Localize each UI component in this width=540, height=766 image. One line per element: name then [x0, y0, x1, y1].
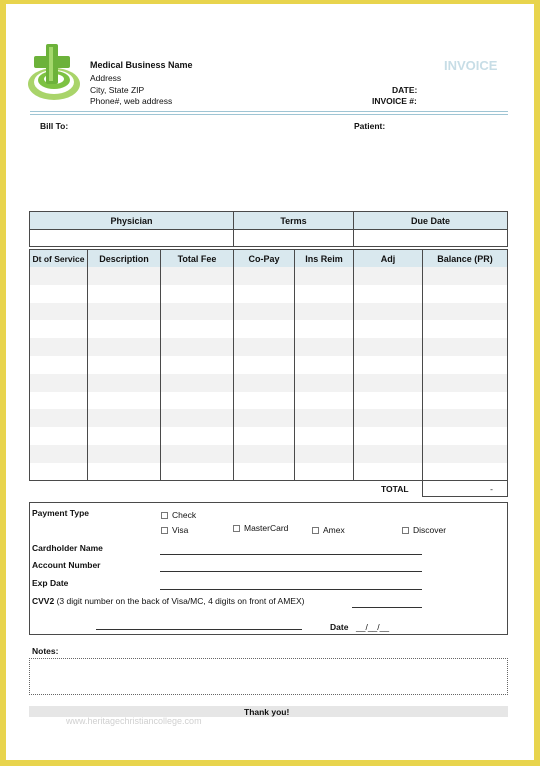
date-sign-field[interactable]: __/__/__: [356, 622, 390, 632]
table-row[interactable]: [30, 356, 508, 374]
check-label: Check: [172, 510, 197, 520]
col-total-fee: Total Fee: [161, 250, 234, 268]
account-label: Account Number: [32, 560, 101, 570]
visa-option[interactable]: [161, 525, 188, 535]
total-box: [422, 480, 508, 497]
account-field[interactable]: [160, 571, 422, 572]
col-dt-of-service: Dt of Service: [30, 250, 88, 268]
amex-option[interactable]: [312, 525, 345, 535]
business-name: Medical Business Name: [90, 60, 193, 70]
mastercard-option[interactable]: [233, 523, 288, 533]
invoice-number-label: INVOICE #:: [372, 96, 417, 106]
invoice-title: INVOICE: [444, 58, 498, 73]
thank-you-text: Thank you!: [244, 707, 290, 717]
date-sign-label: Date: [330, 622, 349, 632]
discover-label: Discover: [413, 525, 447, 535]
business-phone: Phone#, web address: [90, 96, 173, 106]
physician-cell[interactable]: [30, 230, 234, 247]
table-row[interactable]: [30, 320, 508, 338]
terms-header: Terms: [234, 212, 354, 230]
patient-label: Patient:: [354, 121, 386, 131]
table-row[interactable]: [30, 338, 508, 356]
cvv2-note: (3 digit number on the back of Visa/MC, 4 digits on front of AMEX): [56, 596, 305, 606]
checkbox-icon: [233, 525, 240, 532]
business-city: City, State ZIP: [90, 85, 145, 95]
cvv2-label: CVV2: [32, 596, 55, 606]
col-balance: Balance (PR): [423, 250, 508, 268]
table-row[interactable]: [30, 445, 508, 463]
cvv2-row: [32, 596, 304, 606]
check-option[interactable]: [161, 510, 196, 520]
checkbox-icon: [161, 512, 168, 519]
table-row[interactable]: [30, 427, 508, 445]
watermark: www.heritagechristiancollege.com: [66, 716, 202, 726]
payment-type-label: Payment Type: [32, 508, 90, 518]
items-table: [29, 249, 508, 268]
due-date-cell[interactable]: [354, 230, 508, 247]
exp-field[interactable]: [160, 589, 422, 590]
header-divider-2: [30, 114, 508, 115]
table-row[interactable]: [30, 463, 508, 481]
amex-label: Amex: [323, 525, 345, 535]
discover-option[interactable]: [402, 525, 446, 535]
col-description: Description: [88, 250, 161, 268]
checkbox-icon: [161, 527, 168, 534]
table-row[interactable]: [30, 285, 508, 303]
col-adj: Adj: [354, 250, 423, 268]
header-divider: [30, 111, 508, 112]
col-co-pay: Co-Pay: [234, 250, 295, 268]
date-label: DATE:: [392, 85, 418, 95]
checkbox-icon: [402, 527, 409, 534]
cardholder-field[interactable]: [160, 554, 422, 555]
total-value: -: [490, 484, 493, 494]
cardholder-label: Cardholder Name: [32, 543, 103, 553]
items-body: [29, 267, 508, 481]
table-row[interactable]: [30, 392, 508, 410]
terms-table: [29, 211, 508, 247]
medical-cross-logo-icon: [26, 42, 82, 102]
physician-header: Physician: [30, 212, 234, 230]
bill-to-label: Bill To:: [40, 121, 69, 131]
visa-label: Visa: [172, 525, 189, 535]
notes-label: Notes:: [32, 646, 59, 656]
signature-field[interactable]: [96, 629, 302, 630]
total-label: TOTAL: [381, 484, 409, 494]
cvv2-field[interactable]: [352, 607, 422, 608]
exp-label: Exp Date: [32, 578, 69, 588]
payment-box: [29, 502, 508, 635]
col-ins-reim: Ins Reim: [295, 250, 354, 268]
checkbox-icon: [312, 527, 319, 534]
table-row[interactable]: [30, 303, 508, 321]
table-row[interactable]: [30, 409, 508, 427]
invoice-page: [6, 4, 534, 760]
table-row[interactable]: [30, 267, 508, 285]
due-date-header: Due Date: [354, 212, 508, 230]
table-row[interactable]: [30, 374, 508, 392]
business-address: Address: [90, 73, 122, 83]
mastercard-label: MasterCard: [244, 523, 289, 533]
notes-box[interactable]: [29, 658, 508, 695]
terms-cell[interactable]: [234, 230, 354, 247]
